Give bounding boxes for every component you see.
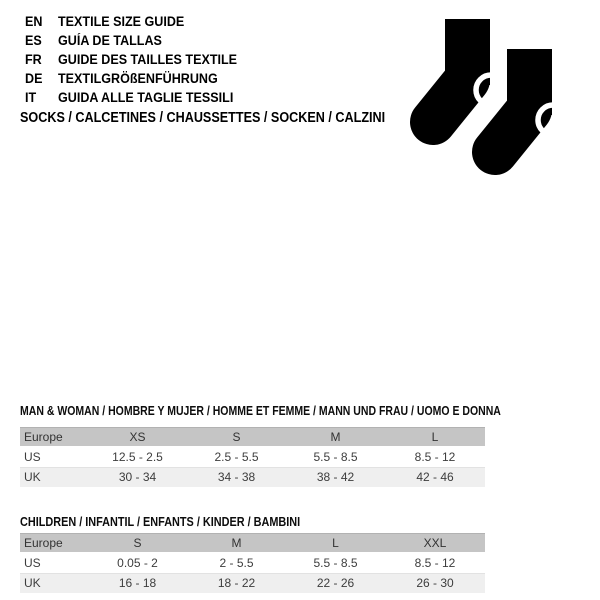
row-label: UK	[20, 467, 88, 487]
size-cell: 5.5 - 8.5	[286, 447, 385, 467]
language-title	[58, 31, 251, 50]
language-code-text: ES	[25, 33, 42, 48]
language-row	[25, 31, 251, 50]
table-row-uk	[20, 467, 485, 487]
language-title-text: TEXTILGRÖßENFÜHRUNG	[58, 71, 218, 86]
language-title	[58, 69, 251, 88]
table-title-text: CHILDREN / INFANTIL / ENFANTS / KINDER / BAMBINI	[20, 515, 301, 529]
language-code	[25, 31, 58, 50]
category-line-text: SOCKS / CALCETINES / CHAUSSETTES / SOCKEN / CALZINI	[20, 110, 386, 126]
language-code-text: EN	[25, 14, 43, 29]
size-cell: 5.5 - 8.5	[286, 553, 385, 573]
language-code	[25, 50, 58, 69]
column-header-size: M	[286, 427, 385, 447]
language-code	[25, 69, 58, 88]
size-cell: 8.5 - 12	[385, 447, 485, 467]
category-line	[20, 108, 440, 128]
size-cell: 2 - 5.5	[187, 553, 286, 573]
column-header-size: L	[286, 533, 385, 553]
table-title-children	[20, 515, 342, 529]
language-code	[25, 12, 58, 31]
language-row	[25, 69, 251, 88]
language-code-text: FR	[25, 52, 42, 67]
size-cell: 30 - 34	[88, 467, 187, 487]
language-code-text: DE	[25, 71, 43, 86]
sock-front	[495, 49, 560, 152]
row-label: US	[20, 553, 88, 573]
size-cell: 34 - 38	[187, 467, 286, 487]
language-title	[58, 12, 251, 31]
header-row	[20, 533, 485, 553]
language-title	[58, 88, 251, 107]
column-header-region: Europe	[20, 427, 88, 447]
table-row-us	[20, 447, 485, 467]
table-title-text: MAN & WOMAN / HOMBRE Y MUJER / HOMME ET FEMME / MANN UND FRAU / UOMO E DONNA	[20, 404, 501, 418]
size-cell: 42 - 46	[385, 467, 485, 487]
size-cell: 8.5 - 12	[385, 553, 485, 573]
column-header-size: S	[88, 533, 187, 553]
column-header-size: M	[187, 533, 286, 553]
size-cell: 22 - 26	[286, 573, 385, 593]
size-cell: 38 - 42	[286, 467, 385, 487]
language-row	[25, 88, 251, 107]
row-label: US	[20, 447, 88, 467]
language-title-text: GUIDA ALLE TAGLIE TESSILI	[58, 90, 234, 105]
language-code	[25, 88, 58, 107]
header-row	[20, 427, 485, 447]
language-row	[25, 50, 251, 69]
size-cell: 12.5 - 2.5	[88, 447, 187, 467]
language-title-text: TEXTILE SIZE GUIDE	[58, 14, 185, 29]
language-title-text: GUIDE DES TAILLES TEXTILE	[58, 52, 238, 67]
size-cell: 18 - 22	[187, 573, 286, 593]
language-code-text: IT	[25, 90, 37, 105]
table-title-man-woman	[20, 404, 592, 418]
column-header-size: L	[385, 427, 485, 447]
size-table-children	[20, 533, 485, 593]
socks-icon	[400, 10, 560, 200]
size-cell: 2.5 - 5.5	[187, 447, 286, 467]
column-header-size: S	[187, 427, 286, 447]
column-header-size: XXL	[385, 533, 485, 553]
size-cell: 0.05 - 2	[88, 553, 187, 573]
table-row-us	[20, 553, 485, 573]
language-row	[25, 12, 251, 31]
language-title	[58, 50, 251, 69]
language-list	[25, 12, 251, 107]
column-header-size: XS	[88, 427, 187, 447]
size-cell: 16 - 18	[88, 573, 187, 593]
column-header-region: Europe	[20, 533, 88, 553]
size-table-man-woman	[20, 427, 485, 487]
table-row-uk	[20, 573, 485, 593]
size-cell: 26 - 30	[385, 573, 485, 593]
language-title-text: GUÍA DE TALLAS	[58, 33, 162, 48]
row-label: UK	[20, 573, 88, 593]
